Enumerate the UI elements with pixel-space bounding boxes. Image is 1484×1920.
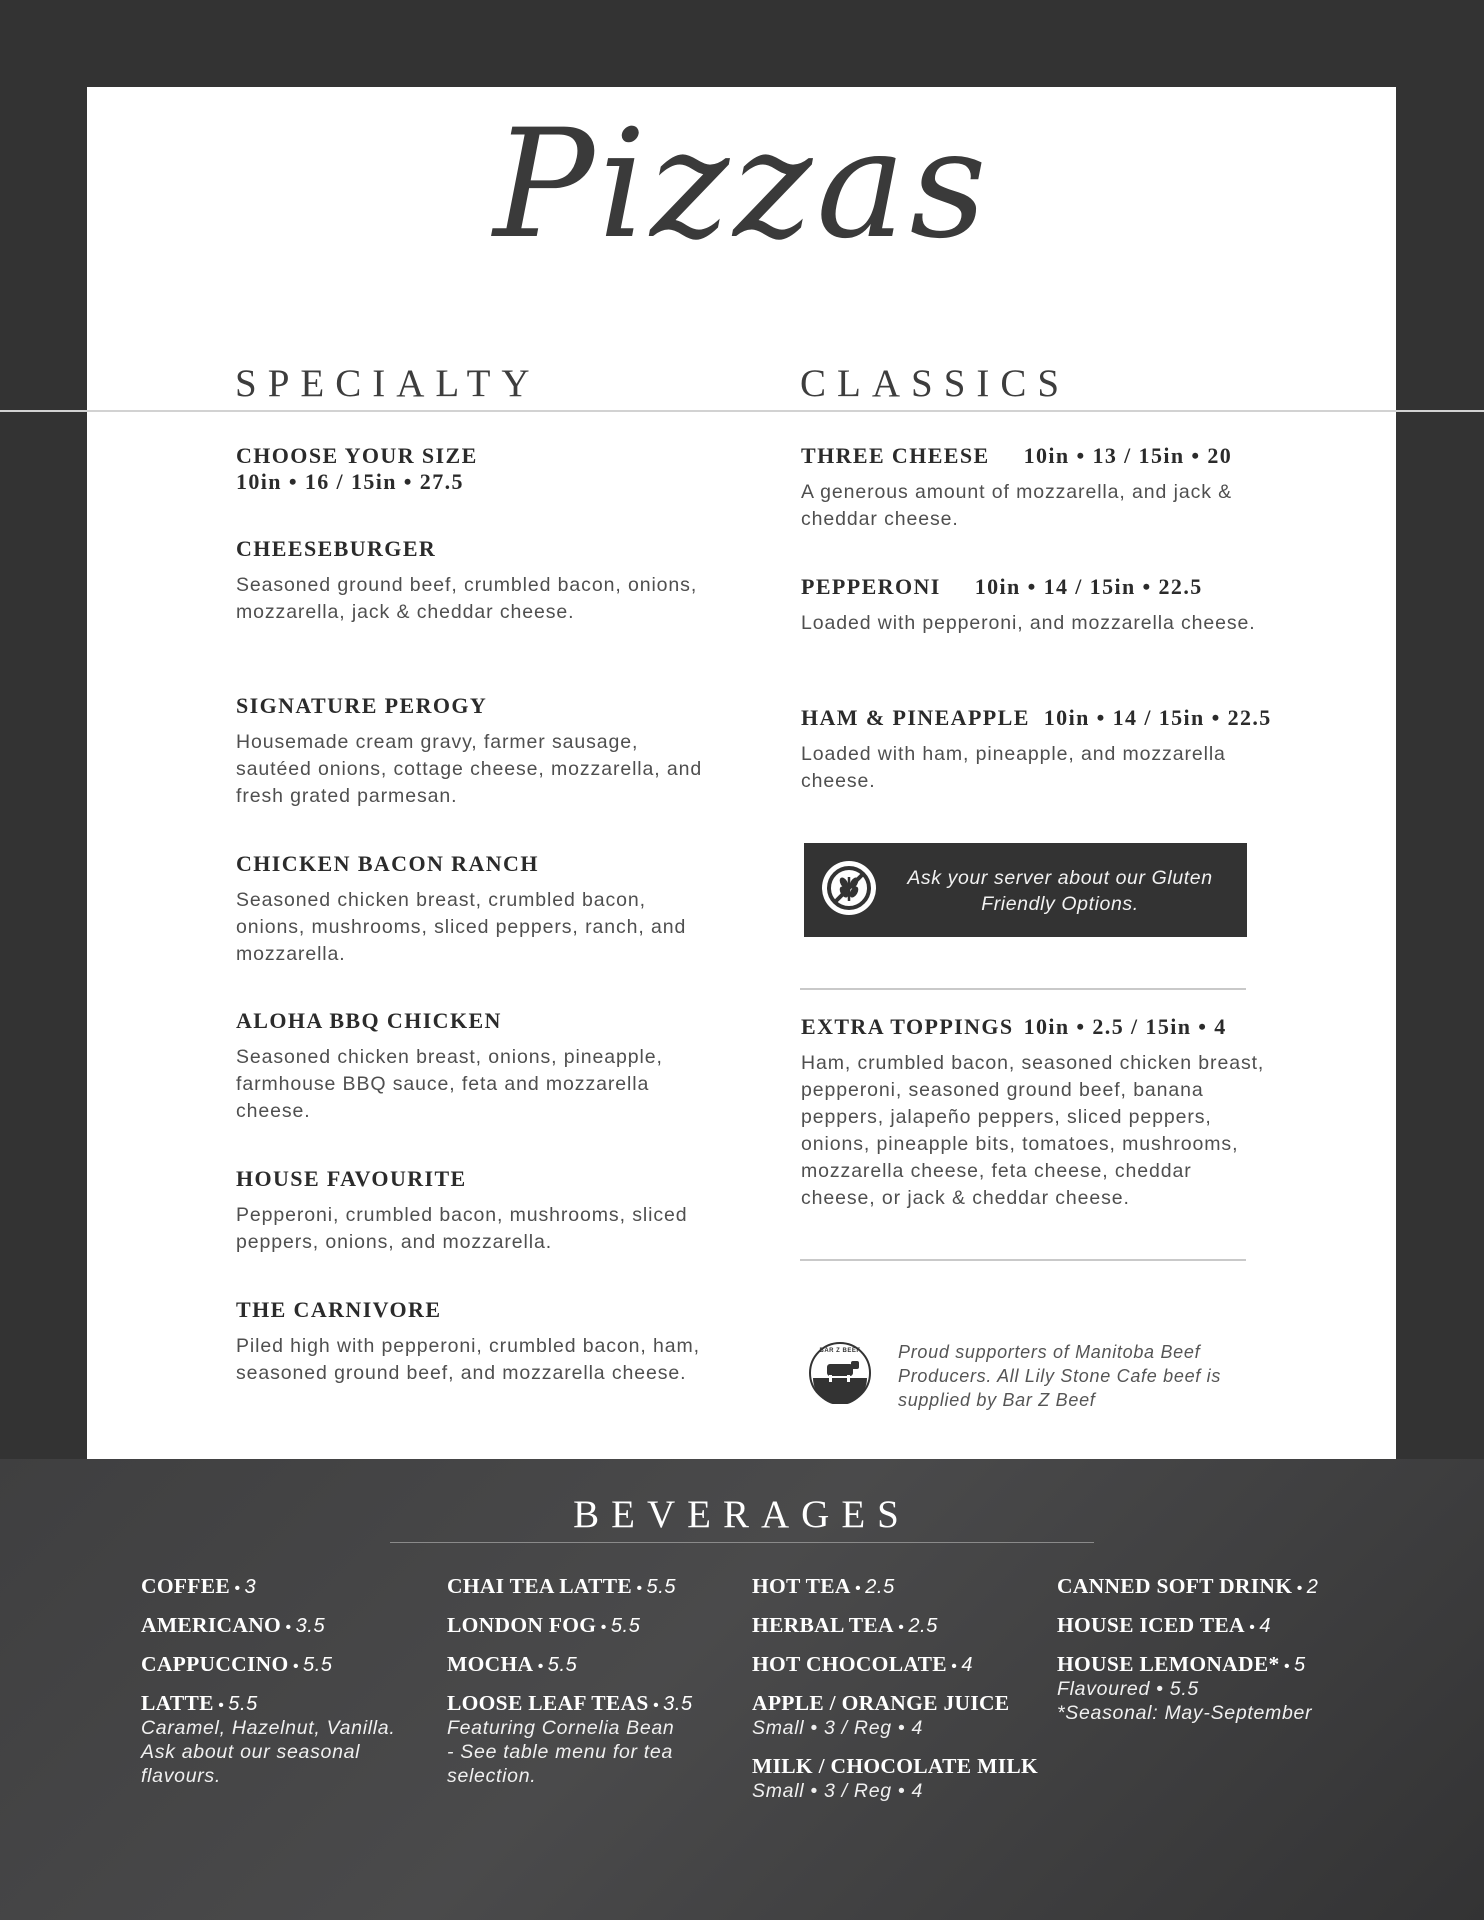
menu-item <box>801 443 1271 533</box>
item-name: EXTRA TOPPINGS 10in • 2.5 / 15in • 4 <box>801 1014 1227 1039</box>
item-description: Ham, crumbled bacon, seasoned chicken breast, pepperoni, seasoned ground beef, banana peppers, jalapeño peppers, sliced peppers, onions, pineapple bits, tomatoes, mushrooms, mozzarella cheese, feta cheese, cheddar cheese, or jack & cheddar cheese. <box>801 1052 1265 1209</box>
beverage-item: HOT CHOCOLATE • 4 <box>752 1652 974 1676</box>
page-title: Pizzas <box>493 98 991 272</box>
item-name: CHICKEN BACON RANCH <box>236 851 539 876</box>
item-description: Seasoned chicken breast, onions, pineapple, farmhouse BBQ sauce, feta and mozzarella cheese. <box>236 1046 663 1122</box>
item-name: ALOHA BBQ CHICKEN <box>236 1008 502 1033</box>
item-description: Seasoned chicken breast, crumbled bacon, onions, mushrooms, sliced peppers, ranch, and mozzarella. <box>236 889 687 965</box>
menu-item <box>236 1008 706 1125</box>
item-name: SIGNATURE PEROGY <box>236 693 488 718</box>
beverage-column <box>1057 1574 1357 1725</box>
beverage-note: Small • 3 / Reg • 4 <box>752 1717 924 1739</box>
beef-supporter-note: Proud supporters of Manitoba Beef Producers. All Lily Stone Cafe beef is supplied by Bar Z Beef <box>898 1342 1222 1410</box>
divider <box>800 1259 1246 1261</box>
item-description: Pepperoni, crumbled bacon, mushrooms, sliced peppers, onions, and mozzarella. <box>236 1204 688 1253</box>
beverage-item: AMERICANO • 3.5 <box>141 1613 326 1637</box>
item-name: HAM & PINEAPPLE 10in • 14 / 15in • 22.5 <box>801 705 1272 730</box>
beverage-item: HOUSE ICED TEA • 4 <box>1057 1613 1272 1637</box>
beverage-item: HOT TEA • 2.5 <box>752 1574 895 1598</box>
item-description: Seasoned ground beef, crumbled bacon, onions, mozzarella, jack & cheddar cheese. <box>236 574 698 623</box>
beverage-item: CAPPUCCINO • 5.5 <box>141 1652 333 1676</box>
item-description: Loaded with pepperoni, and mozzarella cheese. <box>801 612 1256 634</box>
beverage-item: LONDON FOG • 5.5 <box>447 1613 641 1637</box>
beverage-item: LATTE • 5.5 <box>141 1691 258 1715</box>
item-name: THREE CHEESE 10in • 13 / 15in • 20 <box>801 443 1233 468</box>
beverage-note: Flavoured • 5.5 *Seasonal: May-September <box>1057 1678 1313 1724</box>
classics-heading: CLASSICS <box>800 362 1071 405</box>
gluten-friendly-note <box>804 843 1247 937</box>
beverage-note: Caramel, Hazelnut, Vanilla. Ask about our seasonal flavours. <box>141 1717 396 1787</box>
beverage-item: CANNED SOFT DRINK • 2 <box>1057 1574 1319 1598</box>
item-price: 10in • 14 / 15in • 22.5 <box>1043 705 1272 730</box>
specialty-heading: SPECIALTY <box>235 362 541 405</box>
item-description: Loaded with ham, pineapple, and mozzarella cheese. <box>801 743 1226 792</box>
beverage-column <box>141 1574 441 1788</box>
beverage-item: HOUSE LEMONADE* • 5 <box>1057 1652 1306 1676</box>
beverage-item: CHAI TEA LATTE • 5.5 <box>447 1574 677 1598</box>
item-name: THE CARNIVORE <box>236 1297 442 1322</box>
beverages-rule <box>390 1542 1094 1543</box>
beverages-heading: BEVERAGES <box>573 1493 911 1536</box>
gluten-note-text: Ask your server about our Gluten Friendly Options. <box>907 867 1213 915</box>
beverage-column <box>447 1574 747 1788</box>
header-rule <box>0 410 1484 412</box>
beverage-column <box>752 1574 1052 1803</box>
size-chooser <box>236 443 706 495</box>
extra-toppings <box>801 1014 1271 1212</box>
item-description: Housemade cream gravy, farmer sausage, sautéed onions, cottage cheese, mozzarella, and fresh grated parmesan. <box>236 731 703 807</box>
item-name: PEPPERONI 10in • 14 / 15in • 22.5 <box>801 574 1203 599</box>
bar-z-beef-logo <box>805 1342 875 1404</box>
beverage-item: COFFEE • 3 <box>141 1574 257 1598</box>
beverage-note: Featuring Cornelia Bean - See table menu for tea selection. <box>447 1717 675 1787</box>
item-name: CHEESEBURGER <box>236 536 437 561</box>
beverage-item: MILK / CHOCOLATE MILK <box>752 1754 1039 1778</box>
gluten-free-icon <box>822 861 876 915</box>
item-price: 10in • 14 / 15in • 22.5 <box>974 574 1203 599</box>
divider <box>800 988 1246 990</box>
beverage-item: APPLE / ORANGE JUICE <box>752 1691 1010 1715</box>
size-label: CHOOSE YOUR SIZE 10in • 16 / 15in • 27.5 <box>236 443 706 495</box>
beverage-note: Small • 3 / Reg • 4 <box>752 1780 924 1802</box>
item-price: 10in • 13 / 15in • 20 <box>1023 443 1233 468</box>
menu-item <box>236 1297 706 1387</box>
menu-item <box>236 536 706 626</box>
menu-item <box>236 1166 706 1256</box>
item-name: HOUSE FAVOURITE <box>236 1166 467 1191</box>
beverage-item: MOCHA • 5.5 <box>447 1652 578 1676</box>
menu-item <box>236 851 706 968</box>
beef-logo-text: BAR Z BEEF <box>819 1348 861 1354</box>
menu-item <box>236 693 706 810</box>
menu-item <box>801 574 1271 637</box>
item-description: Piled high with pepperoni, crumbled bacon, ham, seasoned ground beef, and mozzarella cheese. <box>236 1335 700 1384</box>
beverage-item: LOOSE LEAF TEAS • 3.5 <box>447 1691 693 1715</box>
size-prices: 10in • 16 / 15in • 27.5 <box>236 469 464 494</box>
item-description: A generous amount of mozzarella, and jack & cheddar cheese. <box>801 481 1233 530</box>
beverage-item: HERBAL TEA • 2.5 <box>752 1613 938 1637</box>
menu-item <box>801 705 1271 795</box>
item-price: 10in • 2.5 / 15in • 4 <box>1023 1014 1227 1039</box>
